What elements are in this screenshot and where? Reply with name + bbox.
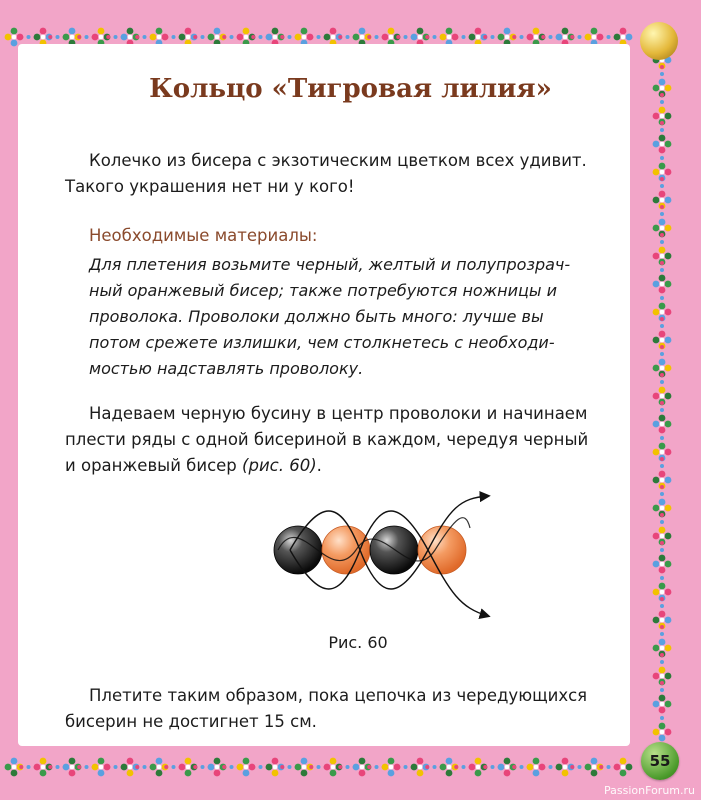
page-number-badge — [641, 742, 679, 780]
orange-bead — [322, 526, 370, 574]
materials-line-3: проволока. Проволоки должно быть много: лучше вы — [89, 307, 544, 326]
black-bead — [370, 526, 418, 574]
gold-ball-ornament — [640, 22, 678, 60]
step-1-end: . — [316, 456, 322, 475]
orange-bead — [418, 526, 466, 574]
step-1-line-2: плести ряды с одной бисериной в каждом, чередуя черный — [65, 430, 589, 449]
step-2-line-2: бисерин не достигнет 15 см. — [65, 712, 317, 731]
intro-paragraph — [65, 148, 635, 200]
intro-line-1: Колечко из бисера с экзотическим цветком всех удивит. — [89, 151, 587, 170]
step-1-line-3: и оранжевый бисер — [65, 456, 237, 475]
materials-text — [89, 252, 629, 382]
page-title: Кольцо «Тигровая лилия» — [149, 74, 552, 104]
intro-line-2: Такого украшения нет ни у кого! — [65, 177, 355, 196]
bead-wire-figure — [260, 488, 500, 628]
materials-line-1: Для плетения возьмите черный, желтый и полупрозрач- — [89, 255, 571, 274]
step-1-line-1: Надеваем черную бусину в центр проволоки и начинаем — [89, 404, 588, 423]
step-2-line-1: Плетите таким образом, пока цепочка из чередующихся — [89, 686, 588, 705]
page-number: 55 — [649, 752, 671, 770]
bead-cluster — [614, 758, 633, 777]
step-2-paragraph — [65, 683, 635, 735]
black-bead — [274, 526, 322, 574]
figure-reference: (рис. 60) — [242, 456, 317, 475]
materials-line-5: мостью надставлять проволоку. — [89, 359, 364, 378]
watermark-text: PassionForum.ru — [604, 784, 695, 797]
materials-heading: Необходимые материалы: — [89, 226, 318, 245]
bead-cluster — [653, 723, 672, 742]
materials-line-2: ный оранжевый бисер; также потребуются ножницы и — [89, 281, 557, 300]
bead-border-bottom — [0, 752, 640, 782]
step-1-paragraph — [65, 401, 635, 479]
figure-caption: Рис. 60 — [328, 633, 388, 652]
materials-line-4: потом срежете излишки, чем столкнетесь с необходи- — [89, 333, 555, 352]
